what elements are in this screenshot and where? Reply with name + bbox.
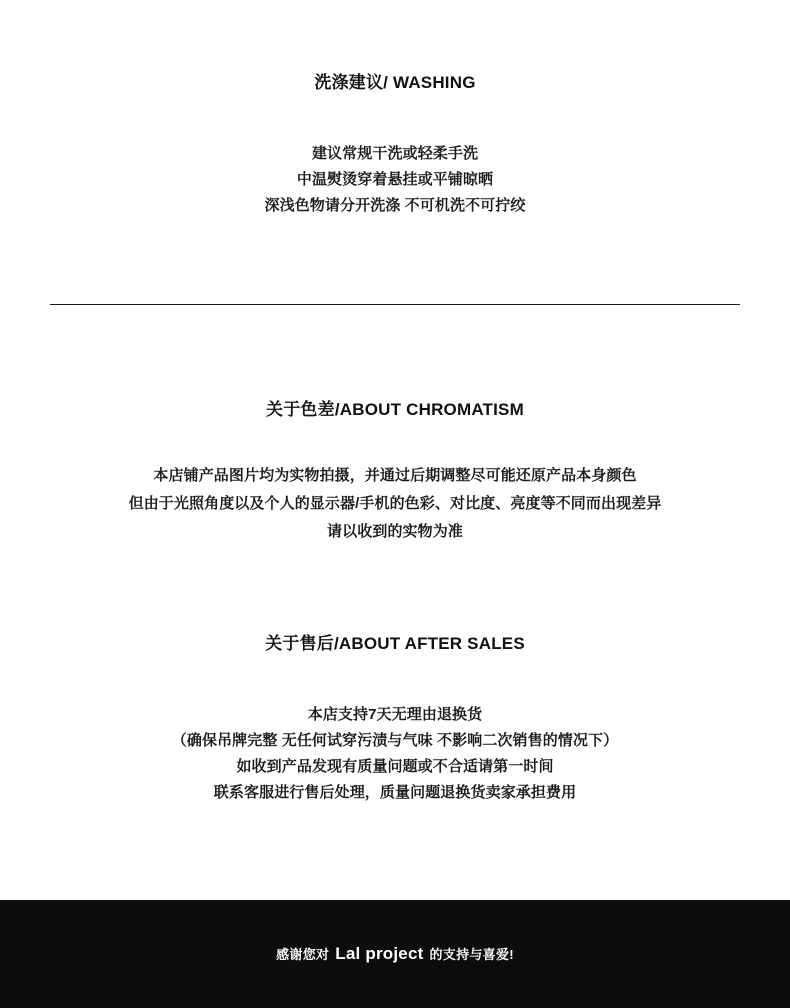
- section-washing: [0, 68, 790, 219]
- footer-thanks: [276, 944, 514, 964]
- section-after-sales-body: [0, 702, 790, 806]
- section-divider: [50, 304, 740, 305]
- section-chromatism: [0, 395, 790, 546]
- body-line: 但由于光照角度以及个人的显示器/手机的色彩、对比度、亮度等不同而出现差异: [128, 495, 662, 512]
- footer-brand-name: Lal project: [335, 944, 424, 963]
- footer-prefix: 感谢您对: [276, 947, 330, 962]
- body-line: 联系客服进行售后处理，质量问题退换货卖家承担费用: [213, 784, 577, 801]
- body-line: 本店铺产品图片均为实物拍摄，并通过后期调整尽可能还原产品本身颜色: [153, 467, 637, 484]
- section-washing-title: 洗涤建议/ WASHING: [314, 73, 476, 92]
- section-washing-body: [0, 141, 790, 219]
- body-line: 如收到产品发现有质量问题或不合适请第一时间: [236, 758, 554, 775]
- body-line: 建议常规干洗或轻柔手洗: [311, 145, 479, 162]
- footer-suffix: 的支持与喜爱!: [429, 947, 514, 962]
- footer-bar: [0, 900, 790, 1008]
- body-line: 深浅色物请分开洗涤 不可机洗不可拧绞: [264, 197, 526, 214]
- body-line: 中温熨烫穿着悬挂或平铺晾晒: [296, 171, 494, 188]
- section-after-sales: [0, 629, 790, 806]
- section-after-sales-title: 关于售后/ABOUT AFTER SALES: [265, 634, 525, 653]
- body-line: （确保吊牌完整 无任何试穿污渍与气味 不影响二次销售的情况下）: [171, 732, 619, 749]
- body-line: 请以收到的实物为准: [327, 523, 463, 540]
- section-chromatism-body: [0, 462, 790, 546]
- section-chromatism-title: 关于色差/ABOUT CHROMATISM: [266, 400, 524, 419]
- body-line: 本店支持7天无理由退换货: [307, 706, 483, 723]
